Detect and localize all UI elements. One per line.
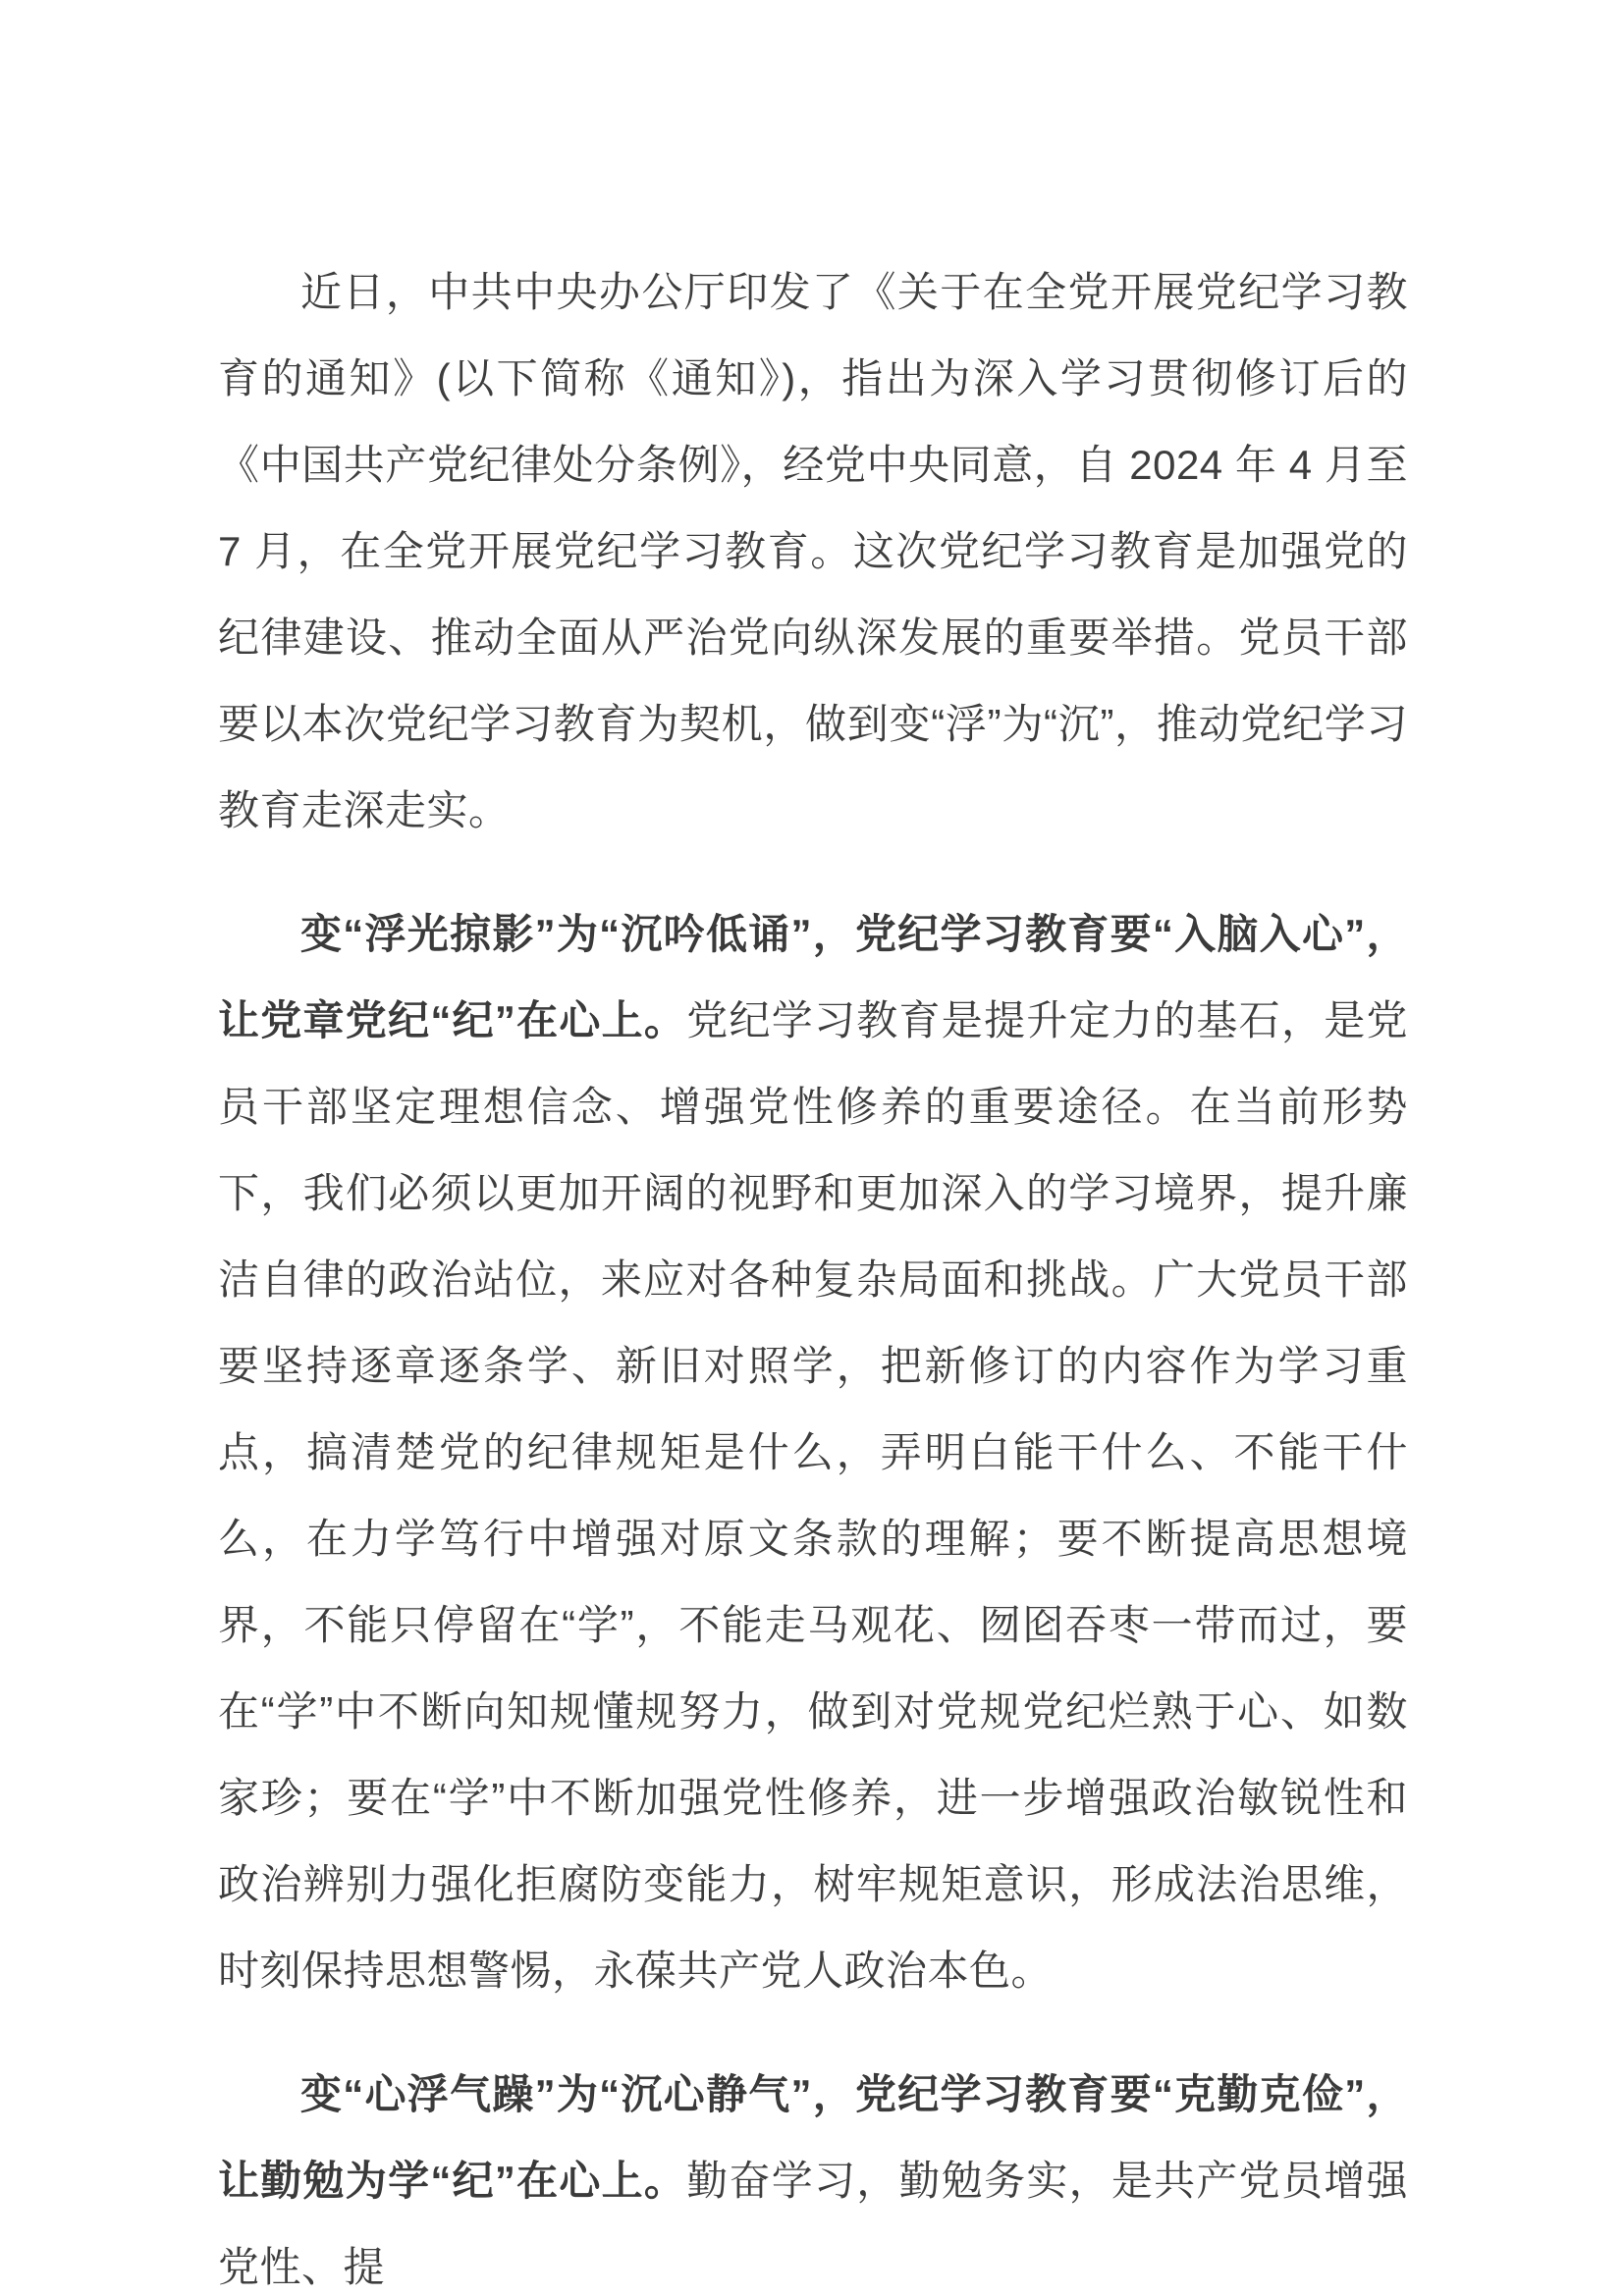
paragraph-section-1 <box>218 891 1408 2014</box>
section-1-body-text: 党纪学习教育是提升定力的基石，是党员干部坚定理想信念、增强党性修养的重要途径。在当前形势下，我们必须以更加开阔的视野和更加深入的学习境界，提升廉洁自律的政治站位，来应对各种复杂局面和挑战。广大党员干部要坚持逐章逐条学、新旧对照学，把新修订的内容作为学习重点，搞清楚党的纪律规矩是什么，弄明白能干什么、不能干什么，在力学笃行中增强对原文条款的理解；要不断提高思想境界，不能只停留在“学”，不能走马观花、囫囵吞枣一带而过，要在“学”中不断向知规懂规努力，做到对党规党纪烂熟于心、如数家珍；要在“学”中不断加强党性修养，进一步增强政治敏锐性和政治辨别力强化拒腐防变能力，树牢规矩意识，形成法治思维，时刻保持思想警惕，永葆共产党人政治本色。 <box>218 997 1408 1994</box>
document-body <box>218 249 1408 2296</box>
section-1-bold-lead: 变“浮光掠影”为“沉吟低诵”，党纪学习教育要“入脑入心”，让党章党纪“纪”在心上。 <box>218 911 1408 1043</box>
paragraph-intro-text: 近日，中共中央办公厅印发了《关于在全党开展党纪学习教育的通知》(以下简称《通知》)，指出为深入学习贯彻修订后的《中国共产党纪律处分条例》，经党中央同意，自 2024 年 4 月至 7 月，在全党开展党纪学习教育。这次党纪学习教育是加强党的纪律建设、推动全面从严治党向纵深发展的重要举措。党员干部要以本次党纪学习教育为契机，做到变“浮”为“沉”，推动党纪学习教育走深走实。 <box>218 269 1408 833</box>
section-2-body-text: 勤奋学习，勤勉务实，是共产党员增强党性、提 <box>218 2158 1408 2290</box>
paragraph-section-2 <box>218 2052 1408 2296</box>
paragraph-intro <box>218 249 1408 854</box>
section-2-bold-lead: 变“心浮气躁”为“沉心静气”，党纪学习教育要“克勤克俭”，让勤勉为学“纪”在心上。 <box>218 2071 1408 2204</box>
